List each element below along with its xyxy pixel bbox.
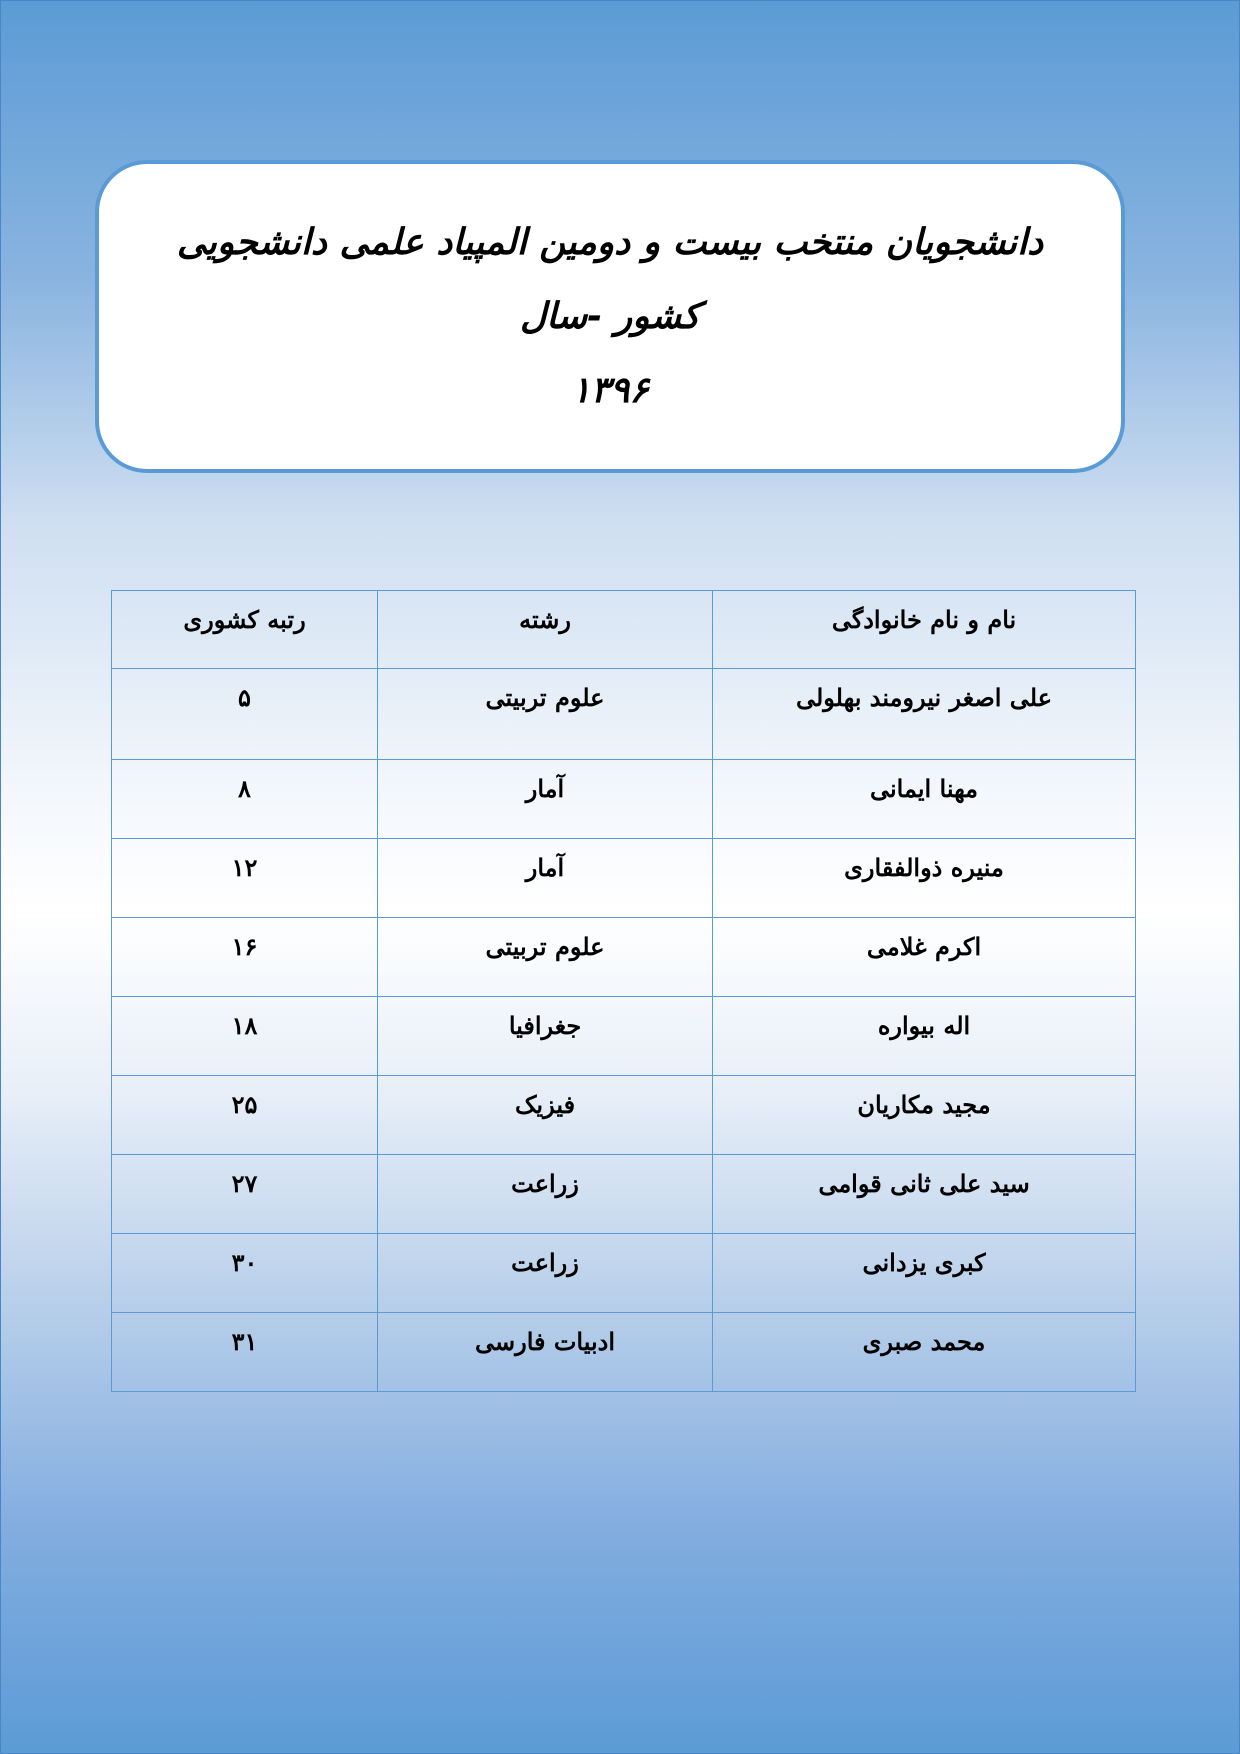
cell-rank: ۵ bbox=[112, 669, 378, 760]
cell-field: آمار bbox=[378, 839, 713, 918]
cell-name: اکرم غلامی bbox=[713, 918, 1136, 997]
title-line-2: ۱۳۹۶ bbox=[571, 369, 649, 411]
table-row bbox=[112, 997, 1136, 1076]
table-row bbox=[112, 839, 1136, 918]
cell-field: فیزیک bbox=[378, 1076, 713, 1155]
cell-name: محمد صبری bbox=[713, 1313, 1136, 1392]
cell-rank: ۳۰ bbox=[112, 1234, 378, 1313]
table-row bbox=[112, 1234, 1136, 1313]
table-row bbox=[112, 760, 1136, 839]
header-name: نام و نام خانوادگی bbox=[713, 591, 1136, 669]
table-row bbox=[112, 1155, 1136, 1234]
cell-field: علوم تربیتی bbox=[378, 918, 713, 997]
cell-rank: ۲۷ bbox=[112, 1155, 378, 1234]
students-table-wrapper bbox=[111, 590, 1135, 1392]
cell-name: کبری یزدانی bbox=[713, 1234, 1136, 1313]
cell-name: اله بیواره bbox=[713, 997, 1136, 1076]
table-row bbox=[112, 1313, 1136, 1392]
cell-field: جغرافیا bbox=[378, 997, 713, 1076]
cell-field: ادبیات فارسی bbox=[378, 1313, 713, 1392]
table-row bbox=[112, 1076, 1136, 1155]
cell-name: سید علی ثانی قوامی bbox=[713, 1155, 1136, 1234]
cell-name: منیره ذوالفقاری bbox=[713, 839, 1136, 918]
cell-name: مهنا ایمانی bbox=[713, 760, 1136, 839]
cell-name: علی اصغر نیرومند بهلولی bbox=[713, 669, 1136, 760]
header-field: رشته bbox=[378, 591, 713, 669]
cell-rank: ۸ bbox=[112, 760, 378, 839]
page-title bbox=[139, 206, 1081, 428]
cell-rank: ۳۱ bbox=[112, 1313, 378, 1392]
title-line-1: دانشجویان منتخب بیست و دومین المپیاد علمی دانشجویی کشور -سال bbox=[176, 221, 1044, 337]
cell-field: علوم تربیتی bbox=[378, 669, 713, 760]
cell-rank: ۱۸ bbox=[112, 997, 378, 1076]
cell-field: آمار bbox=[378, 760, 713, 839]
title-box bbox=[95, 160, 1125, 473]
cell-rank: ۱۶ bbox=[112, 918, 378, 997]
header-rank: رتبه کشوری bbox=[112, 591, 378, 669]
table-header-row bbox=[112, 591, 1136, 669]
cell-field: زراعت bbox=[378, 1155, 713, 1234]
cell-rank: ۱۲ bbox=[112, 839, 378, 918]
cell-name: مجید مکاریان bbox=[713, 1076, 1136, 1155]
table-row bbox=[112, 669, 1136, 760]
cell-rank: ۲۵ bbox=[112, 1076, 378, 1155]
students-table bbox=[111, 590, 1136, 1392]
table-row bbox=[112, 918, 1136, 997]
cell-field: زراعت bbox=[378, 1234, 713, 1313]
